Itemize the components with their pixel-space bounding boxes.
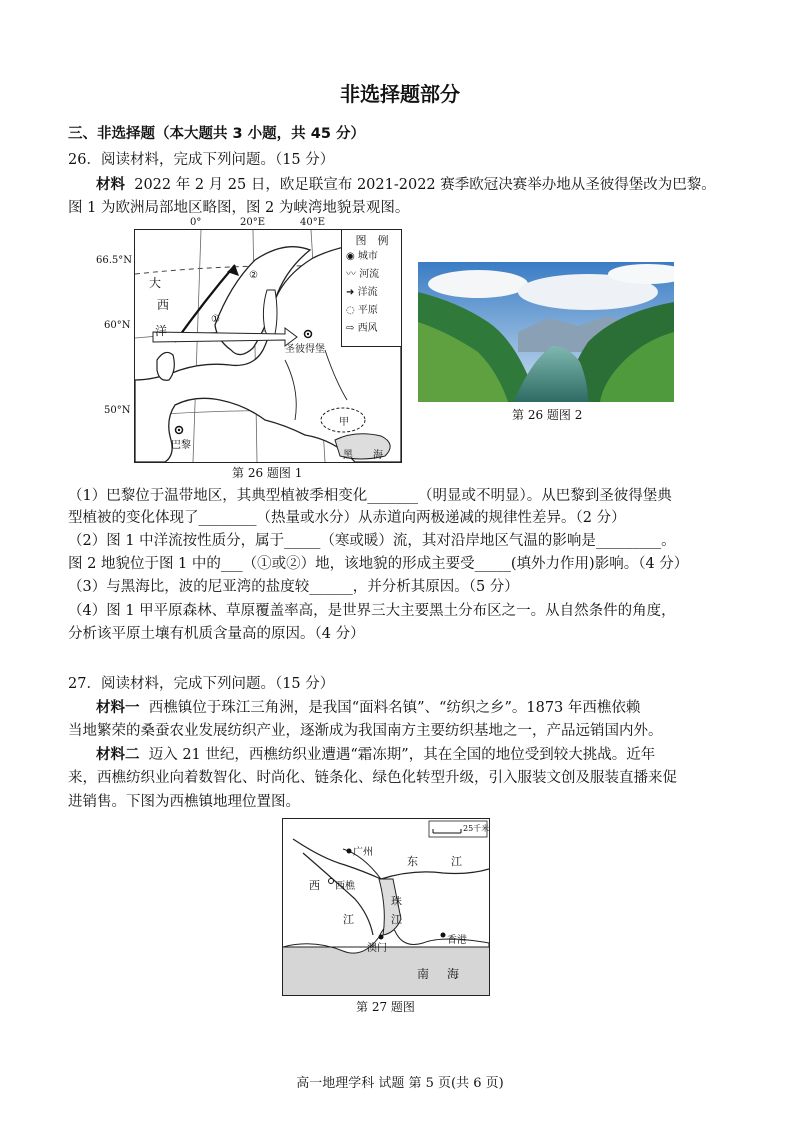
plain-jia-label: 甲 [339,417,349,428]
q26-sub3: （3）与黑海比，波的尼亚湾的盐度较______，并分析其原因。（5 分） [68,579,519,595]
guangzhou-icon [347,849,352,854]
q26-material-line2: 图 1 为欧洲局部地区略图，图 2 为峡湾地貌景观图。 [68,200,410,216]
q26-sub4-line1: （4）图 1 甲平原森林、草原覆盖率高，是世界三大主要黑土分布区之一。从自然条件的角度， [68,603,676,619]
zhujiang-char-jiang: 江 [391,913,402,926]
sea-char-hai: 海 [447,967,460,981]
lat-label-50: 50°N [104,405,131,416]
legend-plain: ◌ 平原 [346,305,378,316]
sea-char-nan: 南 [417,967,430,981]
hongkong-icon [441,933,446,938]
q27-material1-label: 材料一 [96,700,140,716]
city-st-petersburg-dot [307,333,309,335]
q26-material-line1 [96,175,716,195]
q26-material-label: 材料 [96,177,125,193]
british-isles [157,352,174,380]
zhujiang-char-zhu: 珠 [391,895,402,908]
dongjiang-char-dong: 东 [407,855,418,868]
q26-header: 26．阅读材料，完成下列问题。（15 分） [68,152,335,168]
guangzhou-label: 广州 [353,847,373,858]
city-st-petersburg-label: 圣彼得堡 [285,344,325,355]
q26-sub2-line1: （2）图 1 中洋流按性质分，属于_____（寒或暖）流，其对沿岸地区气温的影响是_________。 [68,533,676,549]
marker-1: ① [211,314,220,325]
dongjiang-char-jiang: 江 [451,855,462,868]
legend-city: ◉ 城市 [346,251,378,262]
city-paris-label: 巴黎 [171,440,191,451]
q26-sub1-line1: （1）巴黎位于温带地区，其典型植被季相变化_______（明显或不明显）。从巴黎到圣彼得堡典 [68,488,672,504]
xijiang-char-xi: 西 [309,879,320,892]
macau-label: 澳门 [367,943,387,954]
q26-figure1-caption: 第 26 题图 1 [232,466,303,480]
legend-westerly: ⇨ 西风 [346,323,378,334]
hongkong-label: 香港 [447,935,467,946]
lon-label-40: 40°E [300,217,326,228]
q27-material2-line2: 来，西樵纺织业向着数智化、时尚化、链条化、绿色化转型升级，引入服装文创及服装直播来促 [68,770,677,786]
sea-char-xi: 西 [157,298,170,312]
q26-figure2-caption: 第 26 题图 2 [512,408,583,422]
dongjiang-river [381,869,489,879]
lat-label-66: 66.5°N [96,255,133,266]
q27-figure-map [282,818,490,996]
q27-material1-line1 [96,698,640,718]
fjord-landscape-svg [418,262,674,402]
legend-river: 〰 河流 [346,269,380,280]
q26-figure2-photo [418,262,674,402]
q26-sub4-line2: 分析该平原土壤有机质含量高的原因。（4 分） [68,626,365,642]
black-sea-label: 黑 海 [343,450,383,461]
q27-figure-caption: 第 27 题图 [356,1000,415,1014]
legend-current: ➜ 洋流 [346,287,378,298]
q27-material1-text: 西樵镇位于珠江三角洲，是我国“面料名镇”、“纺织之乡”。1873 年西樵依赖 [148,700,641,716]
q27-material2-line1 [96,745,655,765]
xiqiao-label: 西樵 [335,881,355,892]
lon-0-line [193,230,201,462]
sea-char-yang: 洋 [155,324,168,338]
q26-figure1-map [134,229,402,463]
page-title: 非选择题部分 [340,82,460,106]
legend-title: 图 例 [355,234,389,247]
q27-material1-line2: 当地繁荣的桑蚕农业发展纺织产业，逐渐成为我国南方主要纺织基地之一，产品远销国内外。 [68,723,663,739]
legend-items [346,248,402,338]
page-footer: 高一地理学科 试题 第 5 页(共 6 页) [296,1076,504,1091]
q27-material2-line3: 进销售。下图为西樵镇地理位置图。 [68,794,300,810]
q26-sub1-line2: 型植被的变化体现了________（热量或水分）从赤道向两极递减的规律性差异。（2 分） [68,510,626,526]
q27-material2-label: 材料二 [96,747,140,763]
q27-header: 27．阅读材料，完成下列问题。（15 分） [68,676,335,692]
lat-label-60: 60°N [104,320,131,331]
scale-label: 25千米 [463,824,490,833]
xiqiao-icon [329,879,334,884]
cloud-1 [428,270,528,298]
xijiang-char-jiang: 江 [343,913,354,926]
q27-material2-text: 迈入 21 世纪，西樵纺织业遭遇“霜冻期”，其在全国的地位受到较大挑战。近年 [148,747,656,763]
xijiang-river-lower [303,853,373,935]
sea-char-da: 大 [149,276,162,290]
map-legend [341,230,402,347]
city-paris-dot [178,429,180,431]
gulf-of-bothnia [263,290,277,337]
lon-label-0: 0° [190,217,202,228]
q26-sub2-line2: 图 2 地貌位于图 1 中的___（①或②）地，该地貌的形成主要受_____(填外力作用)影响。（4 分） [68,556,689,572]
q26-material-text: 2022 年 2 月 25 日，欧足联宣布 2021-2022 赛季欧冠决赛举办地从圣彼得堡改为巴黎。 [134,177,716,193]
marker-2: ② [249,270,258,281]
lon-label-20: 20°E [240,217,266,228]
section-heading: 三、非选择题（本大题共 3 小题，共 45 分） [68,126,365,142]
